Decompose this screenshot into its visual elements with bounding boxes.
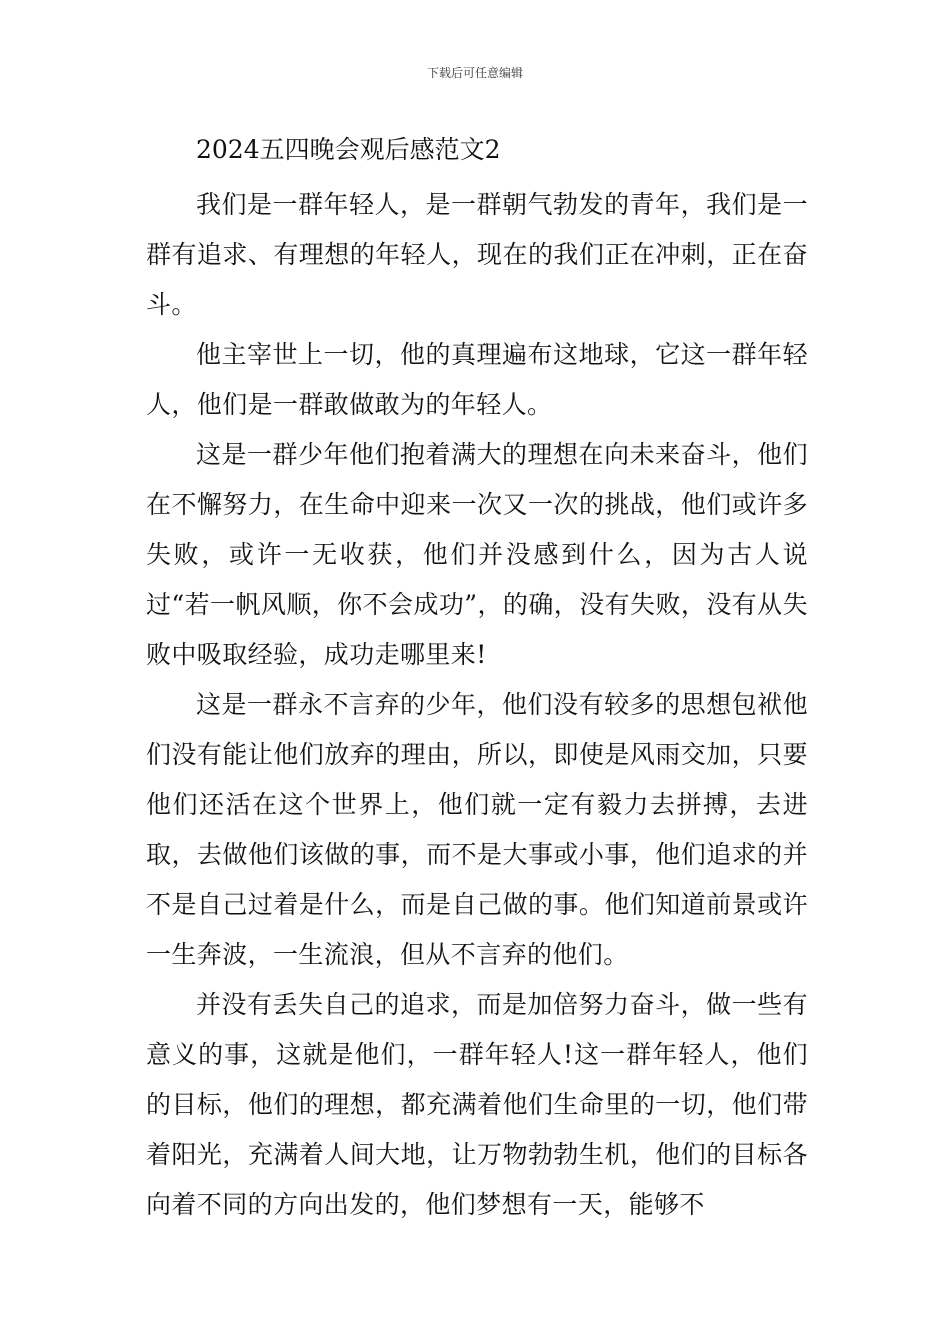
paragraph-5: 并没有丢失自己的追求，而是加倍努力奋斗，做一些有意义的事，这就是他们，一群年轻人!这一群年轻人，他们的目标，他们的理想，都充满着他们生命里的一切，他们带着阳光，充满着人间大地，让万物勃勃生机，他们的目标各向着不同的方向出发的，他们梦想有一天，能够不 — [146, 990, 808, 1219]
paragraph-1: 我们是一群年轻人，是一群朝气勃发的青年，我们是一群有追求、有理想的年轻人，现在的我们正在冲刺，正在奋斗。 — [146, 190, 808, 319]
paragraph-2: 他主宰世上一切，他的真理遍布这地球，它这一群年轻人，他们是一群敢做敢为的年轻人。 — [146, 340, 808, 419]
paragraph-4: 这是一群永不言弃的少年，他们没有较多的思想包袱他们没有能让他们放弃的理由，所以，即使是风雨交加，只要他们还活在这个世界上，他们就一定有毅力去拼搏，去进取，去做他们该做的事，而不是大事或小事，他们追求的并不是自己过着是什么，而是自己做的事。他们知道前景或许一生奔波，一生流浪，但从不言弃的他们。 — [146, 690, 808, 969]
document-title: 2024五四晚会观后感范文2 — [196, 135, 501, 164]
document-body — [146, 130, 808, 1230]
paragraph-3: 这是一群少年他们抱着满大的理想在向未来奋斗，他们在不懈努力，在生命中迎来一次又一次的挑战，他们或许多失败，或许一无收获，他们并没感到什么，因为古人说过“若一帆风顺，你不会成功”，的确，没有失败，没有从失败中吸取经验，成功走哪里来! — [146, 440, 808, 669]
page-header-note: 下载后可任意编辑 — [426, 66, 523, 80]
